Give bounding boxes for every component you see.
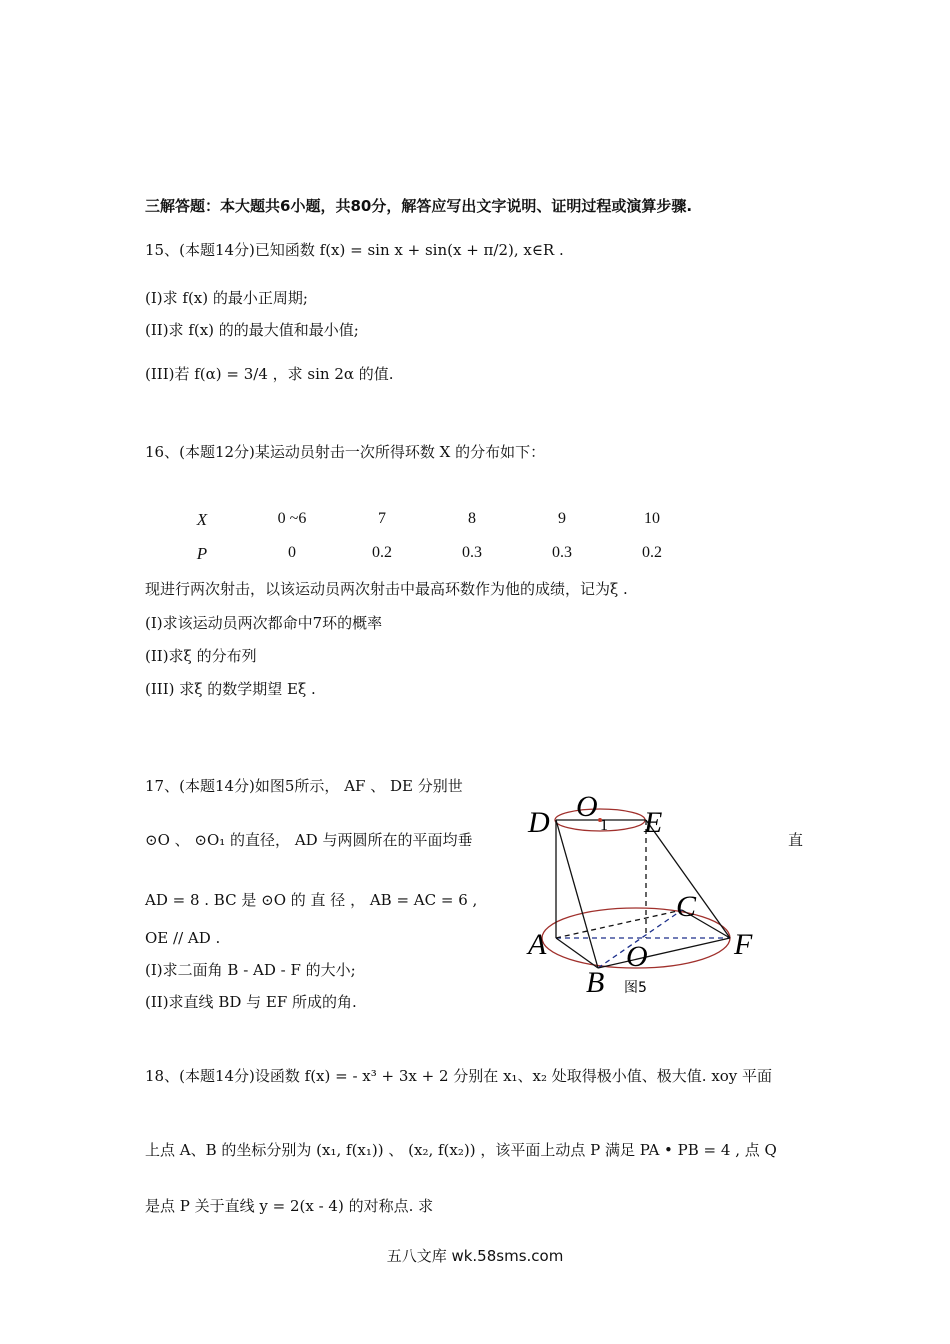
label-o: O — [626, 940, 648, 973]
q16-part3: (III) 求ξ 的数学期望 Eξ . — [145, 680, 316, 698]
q16-description: 现进行两次射击，以该运动员两次射击中最高环数作为他的成绩，记为ξ . — [145, 580, 628, 598]
section-heading: 三解答题：本大题共6小题，共80分，解答应写出文字说明、证明过程或演算步骤. — [145, 197, 693, 215]
segment-ac — [556, 910, 682, 938]
q17-stem-4: OE // AD . — [145, 929, 221, 947]
q15-stem: 15、(本题14分)已知函数 f(x) = sin x + sin(x + π/2), x∈R . — [145, 241, 564, 259]
table-cell: 0.3 — [462, 544, 482, 561]
q17-stem-1: 17、(本题14分)如图5所示， AF 、 DE 分别世 — [145, 777, 463, 795]
q17-part1: (I)求二面角 B - AD - F 的大小; — [145, 961, 356, 979]
q15-part2: (II)求 f(x) 的的最大值和最小值; — [145, 321, 359, 339]
segment-bf — [598, 938, 730, 968]
table-cell: 0.2 — [642, 544, 662, 561]
q15-part3: (III)若 f(α) = 3/4 ，求 sin 2α 的值. — [145, 365, 394, 383]
q16-part2: (II)求ξ 的分布列 — [145, 647, 257, 665]
q17-stem-3: AD = 8 . BC 是 ⊙O 的 直 径 ， AB = AC = 6 , — [145, 891, 478, 909]
table-cell: 9 — [558, 510, 566, 527]
q16-stem: 16、(本题12分)某运动员射击一次所得环数 X 的分布如下： — [145, 443, 546, 461]
label-o1: O — [576, 790, 598, 823]
q17-stem-2: ⊙O 、 ⊙O₁ 的直径， AD 与两圆所在的平面均垂 — [145, 831, 473, 849]
table-cell: 0 ~6 — [277, 510, 307, 527]
q18-stem-1: 18、(本题14分)设函数 f(x) = - x³ + 3x + 2 分别在 x₁、x₂ 处取得极小值、极大值. xoy 平面 — [145, 1067, 773, 1085]
geometry-figure — [520, 780, 760, 1010]
q17-part2: (II)求直线 BD 与 EF 所成的角. — [145, 993, 357, 1011]
table-cell: 7 — [378, 510, 386, 527]
segment-ab — [556, 938, 598, 968]
label-f: F — [734, 928, 753, 961]
table-cell: 8 — [468, 510, 476, 527]
q16-table — [172, 510, 692, 570]
label-b: B — [586, 966, 605, 999]
q15-part1: (I)求 f(x) 的最小正周期; — [145, 289, 308, 307]
table-cell: X — [196, 510, 208, 529]
table-cell: P — [196, 544, 208, 563]
label-d: D — [528, 806, 550, 839]
page-footer: 五八文库 wk.58sms.com — [386, 1247, 564, 1265]
q18-stem-2: 上点 A、B 的坐标分别为 (x₁, f(x₁)) 、 (x₂, f(x₂)) ，该平面上动点 P 满足 PA • PB = 4 , 点 Q — [145, 1141, 777, 1159]
label-a: A — [528, 928, 547, 961]
table-cell: 0.2 — [372, 544, 392, 561]
table-cell: 0 — [288, 544, 296, 561]
q18-stem-3: 是点 P 关于直线 y = 2(x - 4) 的对称点. 求 — [145, 1197, 434, 1215]
table-cell: 0.3 — [552, 544, 572, 561]
segment-db — [556, 820, 598, 968]
q16-part1: (I)求该运动员两次都命中7环的概率 — [145, 614, 383, 632]
figure-caption: 图5 — [624, 980, 647, 996]
label-c: C — [676, 890, 697, 923]
label-o1-sub: 1 — [600, 817, 608, 834]
table-cell: 10 — [644, 510, 660, 527]
q17-stem-2-end: 直 — [788, 831, 804, 849]
label-e: E — [644, 806, 663, 839]
